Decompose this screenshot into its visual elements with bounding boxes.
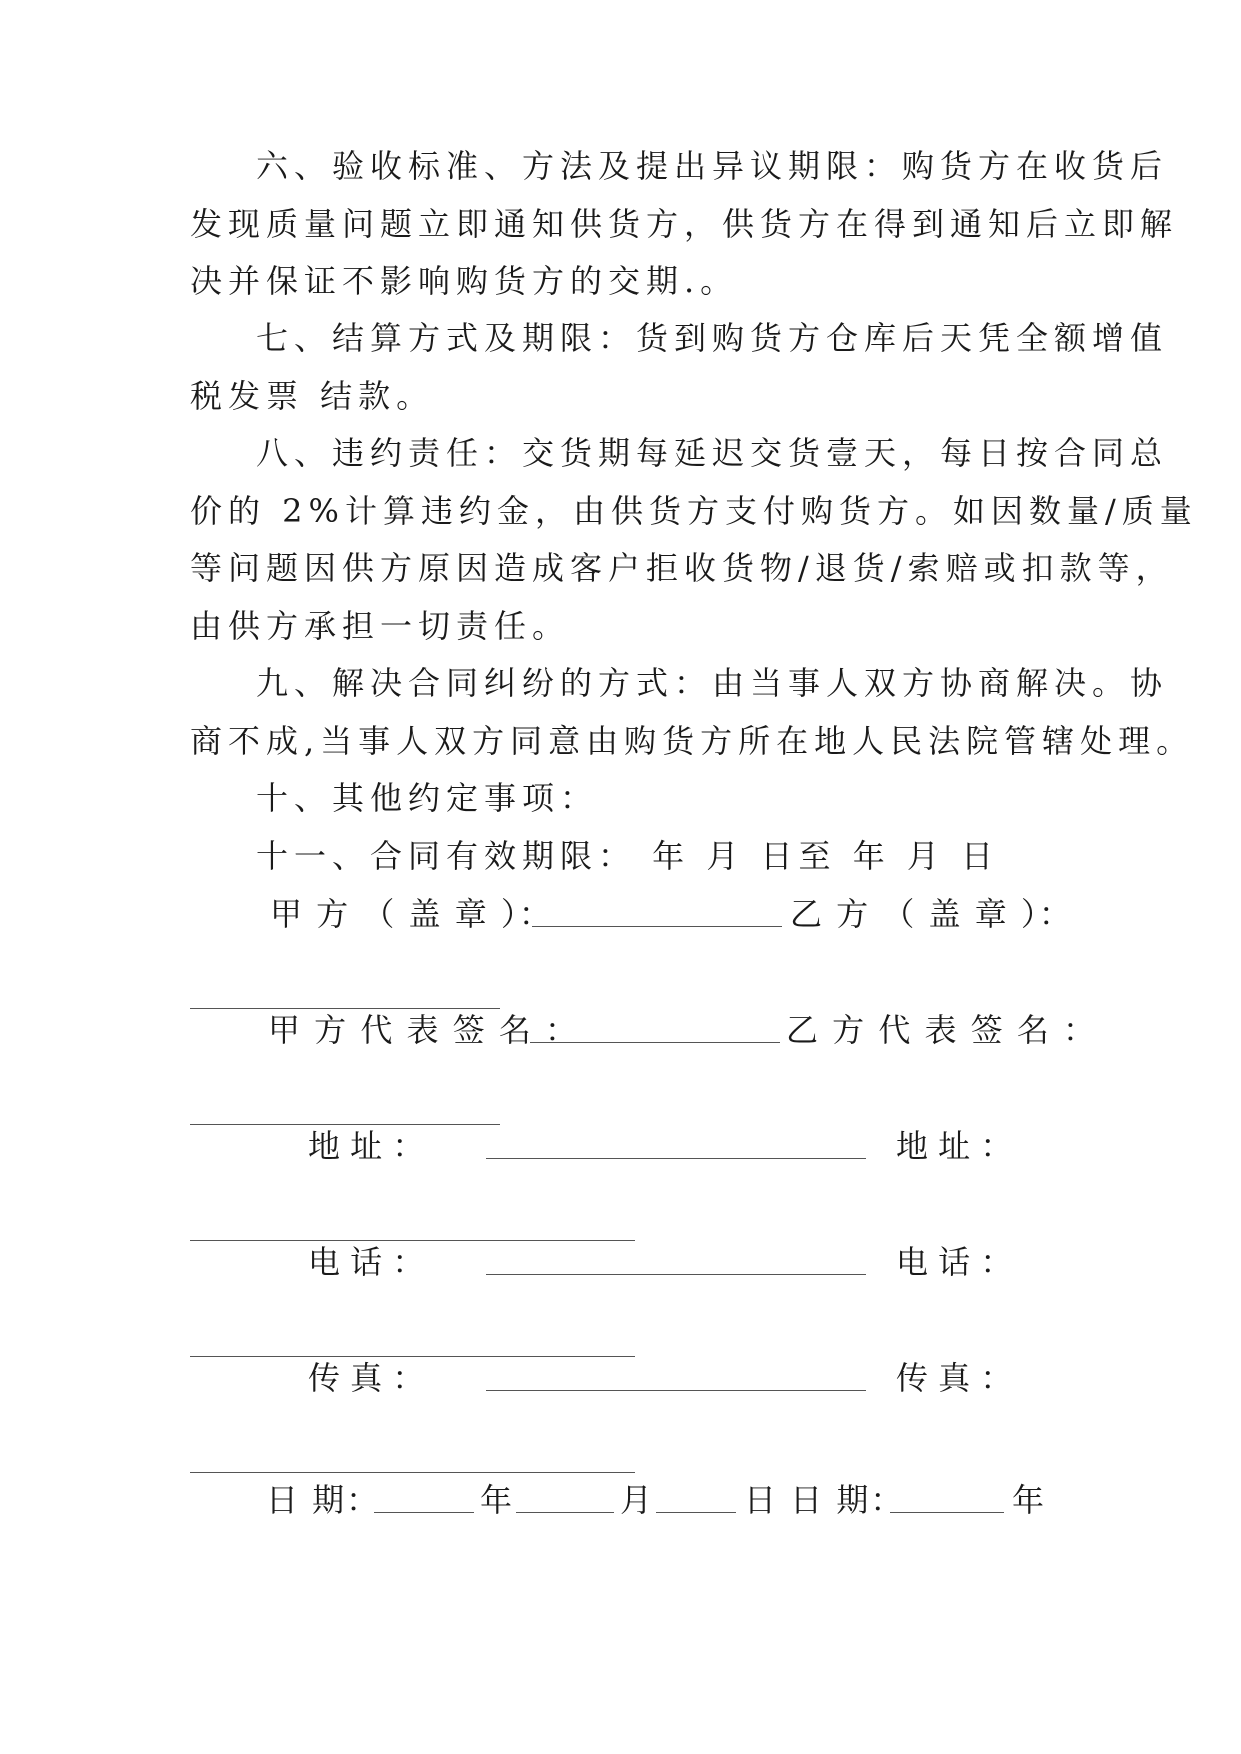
party-b-seal-line [190,1008,500,1009]
clause-6-line-3: 决并保证不影响购货方的交期.。 [190,262,739,300]
party-a-date-label: 日 期： [266,1481,381,1519]
party-a-date-year-line [374,1512,474,1513]
clause-11-validity: 十一、合同有效期限： 年 月 日至 年 月 日 [256,837,1000,875]
party-b-rep-line [190,1124,500,1125]
clause-9-line-2: 商不成,当事人双方同意由购货方所在地人民法院管辖处理。 [190,722,1195,760]
party-a-date-month: 月 [620,1481,653,1519]
party-a-rep-line [530,1042,780,1043]
party-a-fax-label: 传 真 ： [308,1359,425,1397]
party-a-date-month-line [516,1512,614,1513]
clause-9-line-1: 九、解决合同纠纷的方式：由当事人双方协商解决。协 [256,664,1169,702]
clause-7-line-1: 七、结算方式及期限：货到购货方仓库后天凭全额增值 [256,319,1169,357]
clause-8-line-2: 价的 2%计算违约金，由供货方支付购货方。如因数量/质量 [190,492,1198,530]
party-b-phone-line [190,1356,635,1357]
clause-8-line-1: 八、违约责任：交货期每延迟交货壹天，每日按合同总 [256,434,1169,472]
party-b-fax-line [190,1472,635,1473]
clause-8-line-3: 等问题因供方原因造成客户拒收货物/退货/索赔或扣款等， [190,549,1174,587]
party-b-seal-label: 乙 方 （ 盖 章 ）： [790,895,1073,933]
party-b-date-year: 年 [1012,1481,1045,1519]
party-b-phone-label: 电 话 ： [896,1243,1013,1281]
party-a-rep-label: 甲 方 代 表 签 名 ： [268,1011,580,1049]
party-a-seal-label: 甲 方 （ 盖 章 ）： [270,895,553,933]
party-a-fax-line [486,1390,866,1391]
party-a-phone-label: 电 话 ： [308,1243,425,1281]
clause-6-line-1: 六、验收标准、方法及提出异议期限：购货方在收货后 [256,147,1169,185]
party-b-address-label: 地 址 ： [896,1127,1013,1165]
party-a-seal-line [532,926,782,927]
party-a-address-label: 地 址 ： [308,1127,425,1165]
clause-6-line-2: 发现质量问题立即通知供货方，供货方在得到通知后立即解 [190,205,1179,243]
clause-10: 十、其他约定事项： [256,779,599,817]
party-b-date-year-line [890,1512,1004,1513]
party-b-fax-label: 传 真 ： [896,1359,1013,1397]
clause-7-line-2: 税发票 结款。 [190,377,435,415]
party-a-phone-line [486,1274,866,1275]
party-a-address-line [486,1158,866,1159]
party-a-date-day-and-party-b-date-label: 日 日 期： [744,1481,905,1519]
party-a-date-year: 年 [480,1481,513,1519]
clause-8-line-4: 由供方承担一切责任。 [190,607,571,645]
party-a-date-day-line [656,1512,736,1513]
party-b-address-line [190,1240,635,1241]
party-b-rep-label: 乙 方 代 表 签 名 ： [786,1011,1098,1049]
